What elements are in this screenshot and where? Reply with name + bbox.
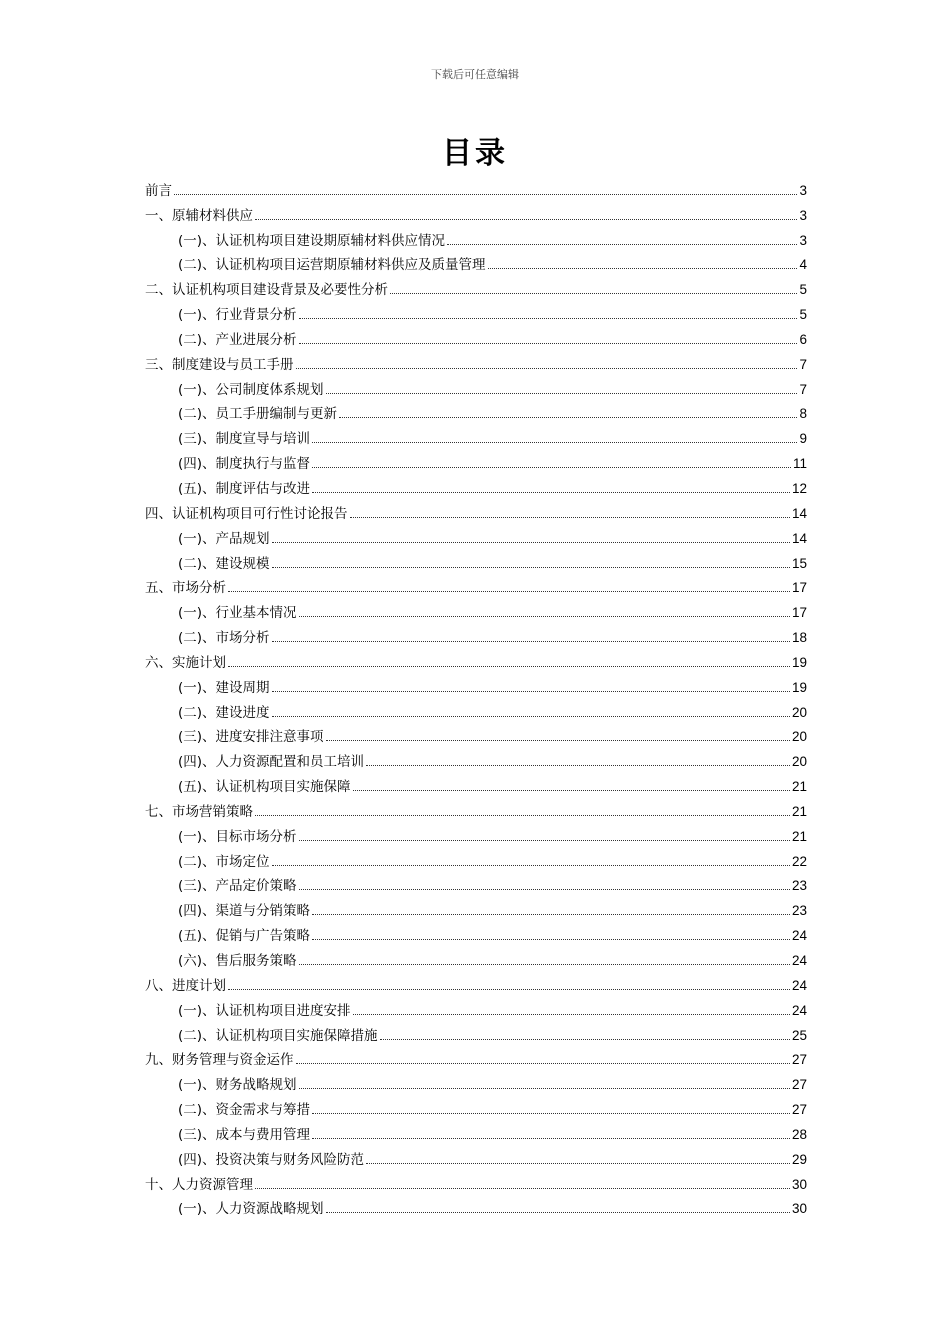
toc-entry-label: (一)、认证机构项目建设期原辅材料供应情况 [178,232,446,249]
dot-leader [326,1212,790,1213]
toc-entry-page-number: 21 [791,779,807,795]
toc-subentry[interactable] [145,622,807,647]
dot-leader [312,1113,790,1114]
dot-leader [272,641,790,642]
toc-entry-page-number: 7 [799,381,807,397]
dot-leader [390,293,797,294]
toc-entry-label: (一)、目标市场分析 [178,828,297,845]
dot-leader [488,268,798,269]
toc-entry-page-number: 23 [791,878,807,894]
toc-subentry[interactable] [145,821,807,846]
dot-leader [353,790,790,791]
toc-entry-page-number: 6 [799,331,807,347]
toc-entry-label: (二)、建设规模 [178,555,270,572]
dot-leader [299,964,790,965]
toc-entry[interactable] [145,175,807,200]
dot-leader [366,765,790,766]
toc-entry-page-number: 29 [791,1151,807,1167]
dot-leader [350,517,790,518]
toc-entry-page-number: 21 [791,828,807,844]
toc-entry[interactable] [145,1045,807,1070]
toc-entry-page-number: 15 [791,555,807,571]
toc-entry-page-number: 25 [791,1027,807,1043]
dot-leader [447,244,797,245]
toc-entry-page-number: 23 [791,903,807,919]
toc-entry-page-number: 19 [791,679,807,695]
toc-entry-page-number: 24 [791,953,807,968]
toc-entry-page-number: 30 [791,1176,807,1192]
toc-subentry[interactable] [145,672,807,697]
toc-entry[interactable] [145,274,807,299]
toc-subentry[interactable] [145,1069,807,1094]
toc-subentry[interactable] [145,1094,807,1119]
toc-subentry[interactable] [145,250,807,275]
toc-entry-page-number: 24 [791,928,807,944]
toc-entry-label: (一)、财务战略规划 [178,1077,297,1094]
dot-leader [296,368,798,369]
toc-subentry[interactable] [145,324,807,349]
toc-entry-label: 六、实施计划 [145,654,226,671]
toc-subentry[interactable] [145,548,807,573]
toc-entry-label: (五)、促销与广告策略 [178,928,311,945]
toc-subentry[interactable] [145,299,807,324]
toc-subentry[interactable] [145,448,807,473]
dot-leader [299,1088,790,1089]
dot-leader [272,542,790,543]
toc-entry-page-number: 20 [791,754,807,770]
dot-leader [312,492,790,493]
toc-entry-label: 九、财务管理与资金运作 [145,1052,294,1069]
toc-subentry[interactable] [145,771,807,796]
dot-leader [366,1163,790,1164]
dot-leader [255,815,790,816]
toc-entry-label: (一)、行业基本情况 [178,605,297,622]
toc-entry-page-number: 17 [791,605,807,621]
toc-entry-page-number: 20 [791,729,807,745]
toc-entry-page-number: 18 [791,630,807,646]
toc-entry-label: (二)、认证机构项目实施保障措施 [178,1027,378,1044]
toc-entry-page-number: 19 [791,654,807,670]
dot-leader [380,1039,790,1040]
dot-leader [312,914,790,915]
toc-entry-label: (五)、制度评估与改进 [178,480,311,497]
toc-entry-label: (二)、建设进度 [178,704,270,721]
toc-entry-page-number: 27 [791,1077,807,1093]
toc-subentry[interactable] [145,722,807,747]
dot-leader [255,1188,790,1189]
toc-entry-label: 十、人力资源管理 [145,1176,253,1193]
toc-entry-label: (二)、资金需求与筹措 [178,1102,311,1119]
toc-entry-page-number: 24 [791,1002,807,1018]
toc-entry-label: (二)、市场分析 [178,630,270,647]
toc-entry-page-number: 3 [799,232,807,248]
dot-leader [272,865,790,866]
toc-entry-label: (三)、成本与费用管理 [178,1126,311,1143]
toc-subentry[interactable] [145,523,807,548]
dot-leader [174,194,797,195]
toc-entry[interactable] [145,498,807,523]
toc-entry-page-number: 28 [791,1126,807,1142]
toc-entry-label: (一)、建设周期 [178,679,270,696]
toc-entry-label: (四)、人力资源配置和员工培训 [178,754,365,771]
toc-entry-label: (四)、渠道与分销策略 [178,903,311,920]
dot-leader [228,591,790,592]
toc-entry-label: 三、制度建设与员工手册 [145,356,294,373]
toc-entry-page-number: 27 [791,1052,807,1068]
dot-leader [272,716,790,717]
toc-entry-page-number: 4 [799,257,807,273]
dot-leader [272,567,790,568]
toc-subentry[interactable] [145,473,807,498]
toc-entry-label: 五、市场分析 [145,580,226,597]
dot-leader [326,740,790,741]
dot-leader [312,467,791,468]
dot-leader [228,989,790,990]
toc-subentry[interactable] [145,895,807,920]
toc-subentry[interactable] [145,225,807,250]
toc-subentry[interactable] [145,746,807,771]
toc-entry-label: (一)、行业背景分析 [178,307,297,324]
toc-entry-page-number: 14 [791,530,807,546]
dot-leader [312,1138,790,1139]
toc-entry-page-number: 21 [791,803,807,819]
toc-entry-label: (一)、人力资源战略规划 [178,1201,324,1218]
toc-entry-label: (六)、售后服务策略 [178,953,297,969]
toc-entry[interactable] [145,1169,807,1194]
toc-entry-label: (二)、产业进展分析 [178,331,297,348]
toc-entry[interactable] [145,200,807,225]
toc-entry-page-number: 14 [791,505,807,521]
toc-entry-label: 八、进度计划 [145,977,226,994]
toc-entry-label: (二)、员工手册编制与更新 [178,406,338,423]
toc-subentry[interactable] [145,423,807,448]
toc-entry[interactable] [145,349,807,374]
toc-entry-label: (三)、产品定价策略 [178,878,297,895]
toc-subentry[interactable] [145,597,807,622]
toc-entry-label: 二、认证机构项目建设背景及必要性分析 [145,282,388,299]
toc-entry-label: (五)、认证机构项目实施保障 [178,779,351,796]
toc-subentry[interactable] [145,374,807,399]
toc-entry-label: 四、认证机构项目可行性讨论报告 [145,505,348,522]
toc-entry-page-number: 12 [791,480,807,496]
toc-entry-page-number: 11 [792,456,807,472]
toc-entry-page-number: 22 [791,853,807,869]
dot-leader [339,417,797,418]
toc-entry-label: (二)、认证机构项目运营期原辅材料供应及质量管理 [178,257,486,274]
toc-entry-page-number: 7 [799,356,807,372]
dot-leader [299,318,798,319]
dot-leader [296,1063,790,1064]
toc-entry-label: (四)、投资决策与财务风险防范 [178,1151,365,1168]
toc-subentry[interactable] [145,399,807,424]
table-of-contents [145,175,807,1218]
toc-entry[interactable] [145,647,807,672]
dot-leader [353,1014,790,1015]
toc-entry-page-number: 9 [799,431,807,447]
toc-subentry[interactable] [145,1020,807,1045]
toc-entry-page-number: 30 [791,1201,807,1217]
dot-leader [312,442,797,443]
toc-entry-page-number: 24 [791,977,807,993]
toc-entry-page-number: 20 [791,704,807,720]
toc-entry-page-number: 5 [799,307,807,323]
toc-title: 目录 [442,136,508,171]
toc-subentry[interactable] [145,871,807,896]
toc-entry-label: (三)、进度安排注意事项 [178,729,324,746]
dot-leader [326,393,798,394]
toc-entry-page-number: 3 [799,182,807,198]
page-header-note: 下载后可任意编辑 [431,68,519,81]
toc-entry[interactable] [145,573,807,598]
toc-subentry[interactable] [145,945,807,970]
dot-leader [299,343,798,344]
toc-entry-label: (一)、产品规划 [178,530,270,547]
toc-entry-label: (一)、公司制度体系规划 [178,381,324,398]
toc-subentry[interactable] [145,920,807,945]
toc-entry-label: 七、市场营销策略 [145,803,253,820]
toc-entry-label: 一、原辅材料供应 [145,207,253,224]
toc-entry-page-number: 5 [799,282,807,298]
toc-entry-page-number: 17 [791,580,807,596]
dot-leader [255,219,797,220]
toc-entry-page-number: 27 [791,1102,807,1118]
toc-entry[interactable] [145,970,807,995]
toc-entry-label: (四)、制度执行与监督 [178,456,311,473]
toc-entry-label: (一)、认证机构项目进度安排 [178,1002,351,1019]
toc-entry-page-number: 3 [799,207,807,223]
toc-entry-page-number: 8 [799,406,807,422]
dot-leader [228,666,790,667]
dot-leader [299,840,790,841]
dot-leader [299,616,790,617]
toc-subentry[interactable] [145,1194,807,1219]
dot-leader [312,939,790,940]
toc-entry-label: 前言 [145,182,172,199]
toc-entry-label: (三)、制度宣导与培训 [178,431,311,448]
toc-subentry[interactable] [145,1144,807,1169]
toc-entry[interactable] [145,796,807,821]
toc-subentry[interactable] [145,697,807,722]
dot-leader [299,889,790,890]
dot-leader [272,691,790,692]
toc-subentry[interactable] [145,846,807,871]
toc-subentry[interactable] [145,995,807,1020]
toc-subentry[interactable] [145,1119,807,1144]
toc-entry-label: (二)、市场定位 [178,853,270,870]
